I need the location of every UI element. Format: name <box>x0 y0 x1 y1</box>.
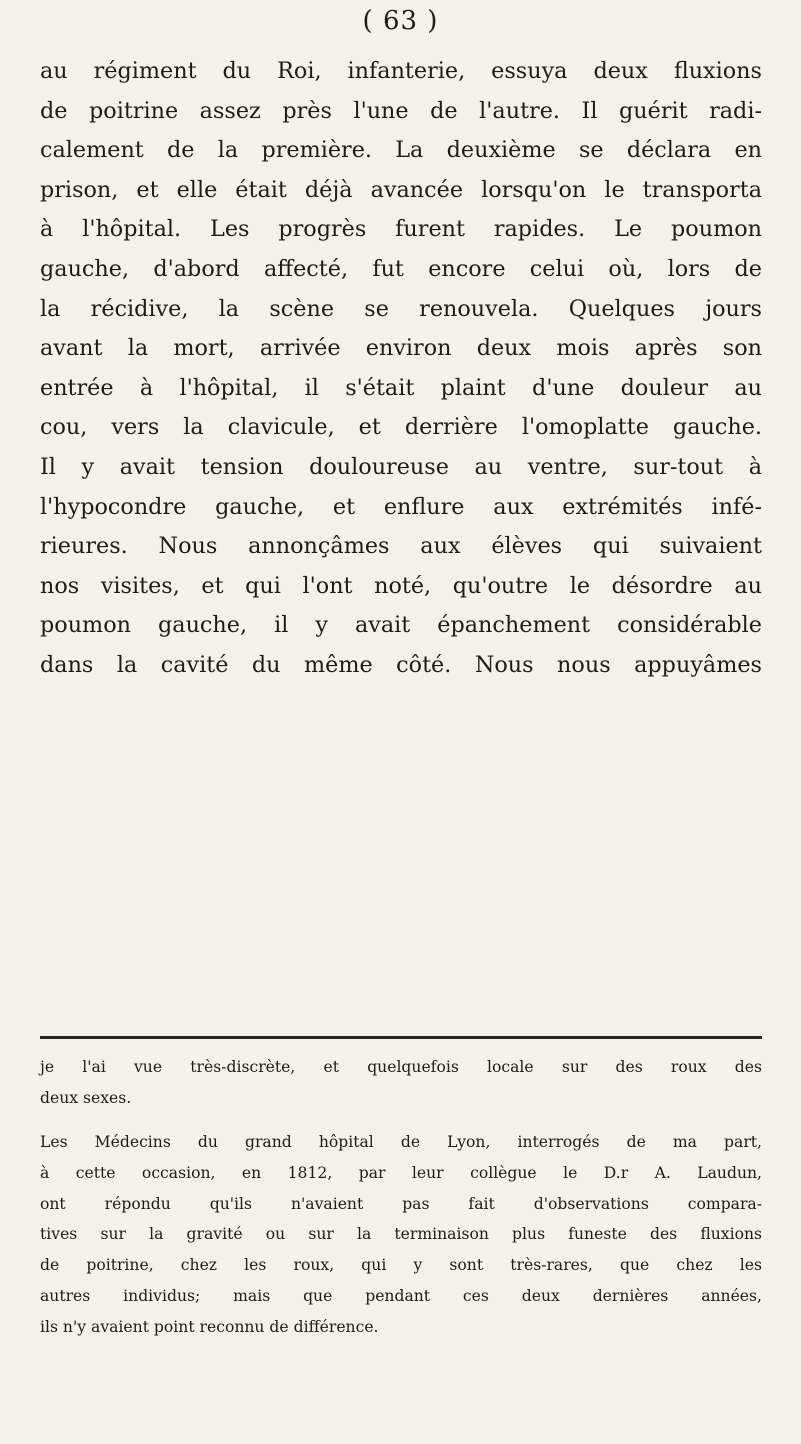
footnote-line: deux sexes. <box>40 1088 132 1107</box>
footnote-line: je l'ai vue très-discrète, et quelquefois locale sur des roux des <box>40 1058 762 1076</box>
text-line: l'hypocondre gauche, et enflure aux extrémités infé- <box>40 493 762 520</box>
footnote <box>40 1052 762 1342</box>
page-number: ( 63 ) <box>362 6 439 36</box>
text-line: nos visites, et qui l'ont noté, qu'outre le désordre au <box>40 572 762 599</box>
text-line: Il y avait tension douloureuse au ventre, sur-tout à <box>40 453 762 480</box>
text-line: entrée à l'hôpital, il s'était plaint d'une douleur au <box>40 374 762 401</box>
footnote-line: tives sur la gravité ou sur la terminaison plus funeste des fluxions <box>40 1225 762 1244</box>
text-line: avant la mort, arrivée environ deux mois après son <box>40 335 762 362</box>
text-line: au régiment du Roi, infanterie, essuya deux fluxions <box>40 58 762 84</box>
text-line: rieures. Nous annonçâmes aux élèves qui suivaient <box>40 533 762 560</box>
text-line: prison, et elle était déjà avancée lorsqu'on le transporta <box>40 176 762 203</box>
text-line: calement de la première. La deuxième se déclara en <box>40 137 762 164</box>
text-line: dans la cavité du même côté. Nous nous appuyâmes <box>40 651 762 678</box>
footnote-divider <box>40 1036 762 1039</box>
text-line: gauche, d'abord affecté, fut encore celui où, lors de <box>40 255 762 282</box>
main-text <box>40 52 762 686</box>
footnote-line: ils n'y avaient point reconnu de différence. <box>40 1317 379 1336</box>
footnote-line: à cette occasion, en 1812, par leur collègue le D.r A. Laudun, <box>40 1164 762 1183</box>
text-line: à l'hôpital. Les progrès furent rapides. Le poumon <box>40 216 762 243</box>
text-line: poumon gauche, il y avait épanchement considérable <box>40 612 762 639</box>
text-line: cou, vers la clavicule, et derrière l'omoplatte gauche. <box>40 414 762 441</box>
footnote-line: Les Médecins du grand hôpital de Lyon, interrogés de ma part, <box>40 1133 762 1152</box>
text-line: de poitrine assez près l'une de l'autre. Il guérit radi- <box>40 97 762 124</box>
footnote-line: de poitrine, chez les roux, qui y sont très-rares, que chez les <box>40 1256 762 1275</box>
footnote-line: autres individus; mais que pendant ces deux dernières années, <box>40 1286 762 1305</box>
text-line: la récidive, la scène se renouvela. Quelques jours <box>40 295 762 322</box>
footnote-line: ont répondu qu'ils n'avaient pas fait d'observations compara- <box>40 1194 762 1213</box>
